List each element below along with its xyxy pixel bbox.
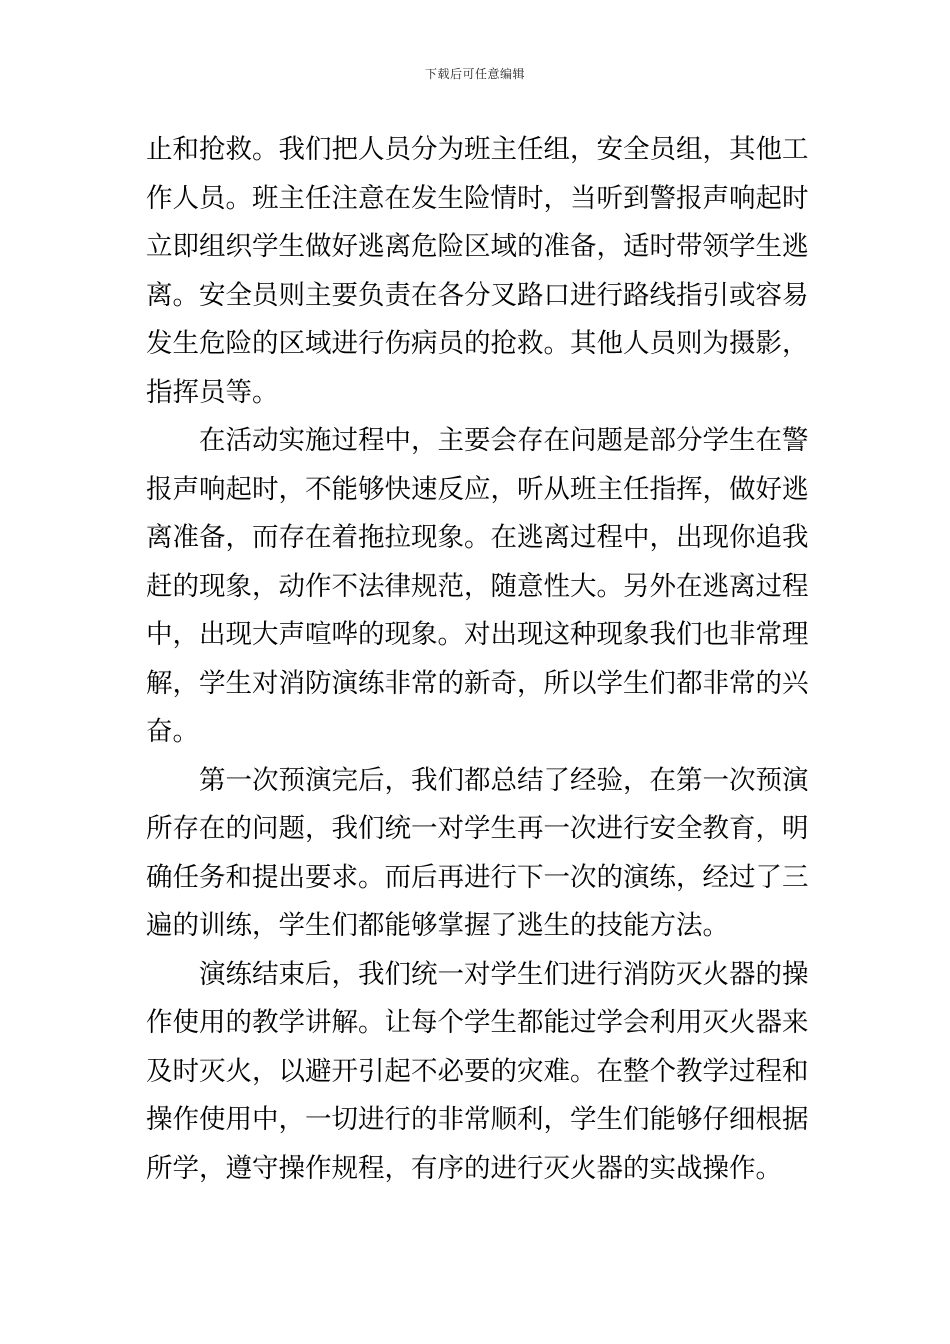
- text-line: 奋。: [146, 716, 199, 747]
- text-line: 作人员。班主任注意在发生险情时，当听到警报声响起时: [146, 182, 809, 214]
- paragraph-2: [146, 417, 809, 757]
- text-line: 解，学生对消防演练非常的新奇，所以学生们都非常的兴: [146, 667, 809, 699]
- text-line: 所学，遵守操作规程，有序的进行灭火器的实战操作。: [146, 1152, 782, 1184]
- page-header-note: 下载后可任意编辑: [424, 67, 525, 81]
- text-line: 指挥员等。: [146, 376, 279, 408]
- text-line: 遍的训练，学生们都能够掌握了逃生的技能方法。: [146, 910, 729, 941]
- text-line: 操作使用中，一切进行的非常顺利，学生们能够仔细根据: [146, 1104, 809, 1135]
- paragraph-1: [146, 126, 809, 417]
- text-line: 立即组织学生做好逃离危险区域的准备，适时带领学生逃: [146, 231, 809, 262]
- text-line: 离。安全员则主要负责在各分叉路口进行路线指引或容易: [146, 279, 809, 311]
- text-line: 赶的现象，动作不法律规范，随意性大。另外在逃离过程: [146, 570, 809, 602]
- document-body: [146, 126, 809, 1193]
- text-line: 所存在的问题，我们统一对学生再一次进行安全教育，明: [146, 813, 809, 844]
- text-line: 确任务和提出要求。而后再进行下一次的演练，经过了三: [146, 861, 809, 893]
- text-line: 演练结束后，我们统一对学生们进行消防灭火器的操: [199, 958, 809, 990]
- text-line: 作使用的教学讲解。让每个学生都能过学会利用灭火器来: [146, 1007, 809, 1038]
- text-line: 发生危险的区域进行伤病员的抢救。其他人员则为摄影，: [146, 328, 809, 359]
- text-line: 报声响起时，不能够快速反应，听从班主任指挥，做好逃: [146, 473, 809, 505]
- text-line: 离准备，而存在着拖拉现象。在逃离过程中，出现你追我: [146, 522, 809, 553]
- paragraph-4: [146, 951, 809, 1194]
- text-line: 第一次预演完后，我们都总结了经验，在第一次预演: [199, 764, 809, 796]
- text-line: 中，出现大声喧哗的现象。对出现这种现象我们也非常理: [146, 619, 809, 650]
- text-line: 及时灭火，以避开引起不必要的灾难。在整个教学过程和: [146, 1055, 809, 1087]
- text-line: 在活动实施过程中，主要会存在问题是部分学生在警: [199, 425, 809, 456]
- text-line: 止和抢救。我们把人员分为班主任组，安全员组，其他工: [146, 134, 809, 165]
- paragraph-3: [146, 757, 809, 951]
